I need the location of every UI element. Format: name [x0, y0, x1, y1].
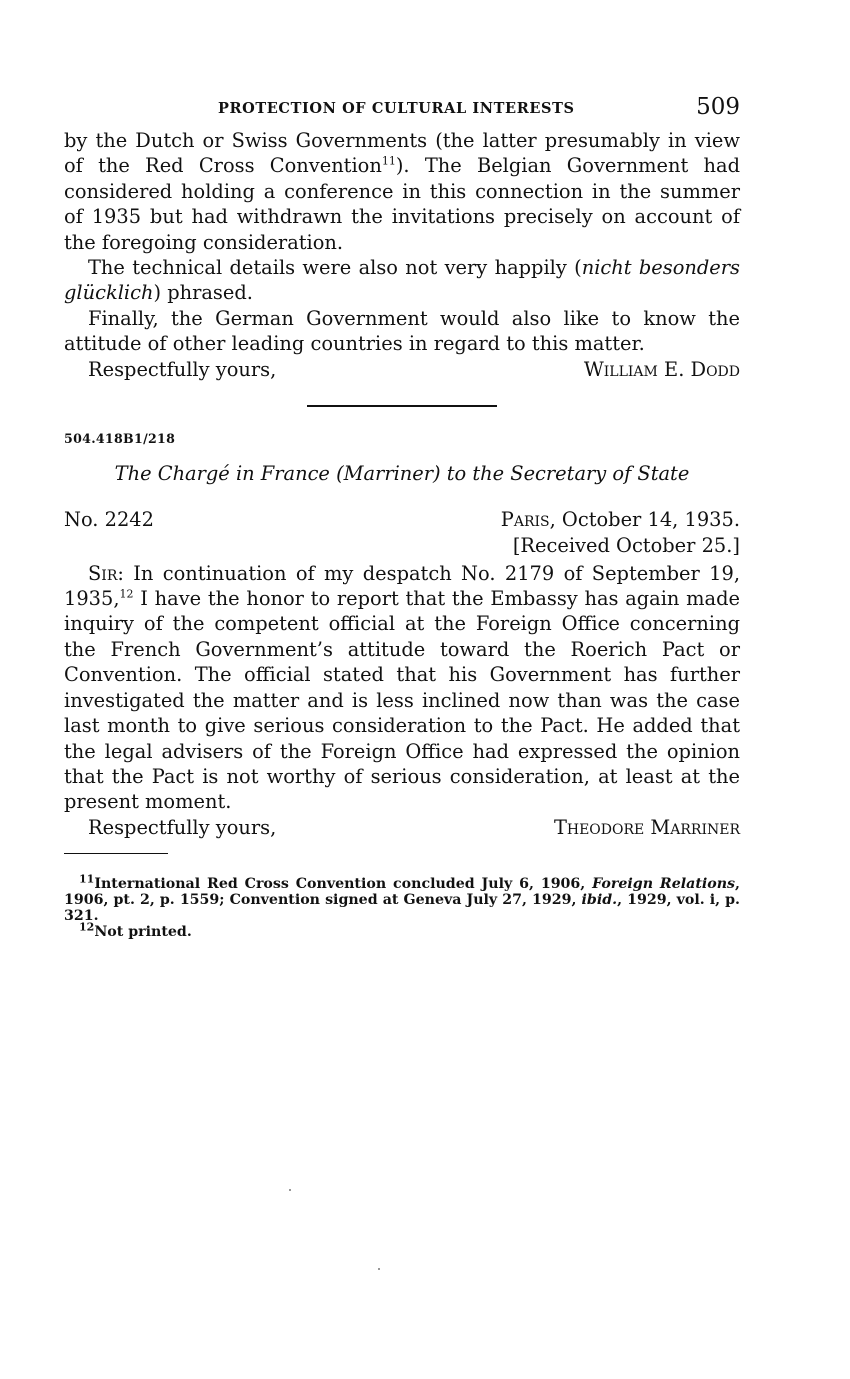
- received-date: [Received October 25.]: [512, 533, 740, 557]
- footnote-12: [64, 920, 740, 941]
- place-name: Paris: [500, 507, 550, 531]
- file-number: 504.418B1/218: [64, 430, 176, 446]
- text-run: ). The Belgian Government had considered holding a conference in this connection in the summer of 1935 but had withdrawn the invitations precisely on account of the foregoing consideration.: [64, 154, 740, 254]
- closing-row-marriner: [64, 815, 740, 841]
- text-run: Foreign Relations: [592, 876, 736, 893]
- footnotes: [64, 872, 740, 941]
- closing-row-dodd: [64, 357, 740, 383]
- closing-text: Respectfully yours,: [88, 815, 277, 839]
- running-head: [64, 94, 740, 128]
- running-head-title: PROTECTION OF CULTURAL INTERESTS: [218, 100, 575, 117]
- text-run: : In continuation of my despatch No. 2179 of September 19, 1935,: [64, 561, 740, 611]
- footnote-11: [64, 872, 740, 925]
- text-run: ) phrased.: [153, 281, 253, 305]
- text-run: International Red Cross Convention concluded July 6, 1906,: [94, 876, 593, 893]
- footnote-ref-12: 12: [119, 587, 134, 601]
- paragraph-finally: Finally, the German Government would also like to know the attitude of other leading countries in regard to this matter.: [64, 306, 740, 356]
- footnote-rule: [64, 853, 168, 855]
- place-date: [501, 507, 740, 559]
- dateline: [64, 507, 740, 561]
- speck: [289, 1189, 291, 1191]
- text-run: The technical details were also not very happily (: [88, 256, 582, 280]
- text-run: , 1929, vol. i, p. 321.: [64, 892, 740, 925]
- closing-text: Respectfully yours,: [88, 357, 277, 381]
- paragraph-despatch-body: [64, 561, 740, 815]
- page-content: [64, 94, 740, 940]
- document-title: The Chargé in France (Marriner) to the Secretary of State: [114, 461, 690, 485]
- paragraph-continuation: [64, 128, 740, 255]
- text-run: , 1906, pt. 2, p. 1559; Convention signed at Geneva July 27, 1929,: [64, 876, 740, 909]
- text-run: Not printed.: [94, 924, 192, 941]
- footnote-mark: 11: [79, 872, 95, 886]
- signature-marriner: Theodore Marriner: [553, 815, 740, 839]
- section-divider: [307, 405, 497, 407]
- footnote-ref-11: 11: [381, 154, 396, 168]
- text-run: I have the honor to report that the Embassy has again made inquiry of the competent official at the Foreign Office concerning the French Government’s attitude toward the Roerich Pact or Convention. The official stated that his Government has further investigated the matter and is less inclined now than was the case last month to give serious consideration to the Pact. He added that the legal advisers of the Foreign Office had expressed the opinion that the Pact is not worthy of serious consideration, at least at the present moment.: [64, 587, 740, 814]
- text-run: ibid.: [581, 892, 618, 909]
- speck: [378, 1268, 380, 1270]
- page-number: 509: [696, 94, 740, 120]
- despatch-number: No. 2242: [64, 507, 154, 531]
- date-text: , October 14, 1935.: [549, 507, 740, 531]
- footnote-mark: 12: [79, 920, 95, 934]
- signature-dodd: William E. Dodd: [583, 357, 740, 381]
- text-run: by the Dutch or Swiss Governments (the latter presumably in view of the Red Cross Convention: [64, 129, 740, 178]
- german-phrase: nicht besonders glücklich: [64, 256, 740, 305]
- paragraph-technical-details: [64, 255, 740, 306]
- salutation: Sir: [88, 561, 118, 585]
